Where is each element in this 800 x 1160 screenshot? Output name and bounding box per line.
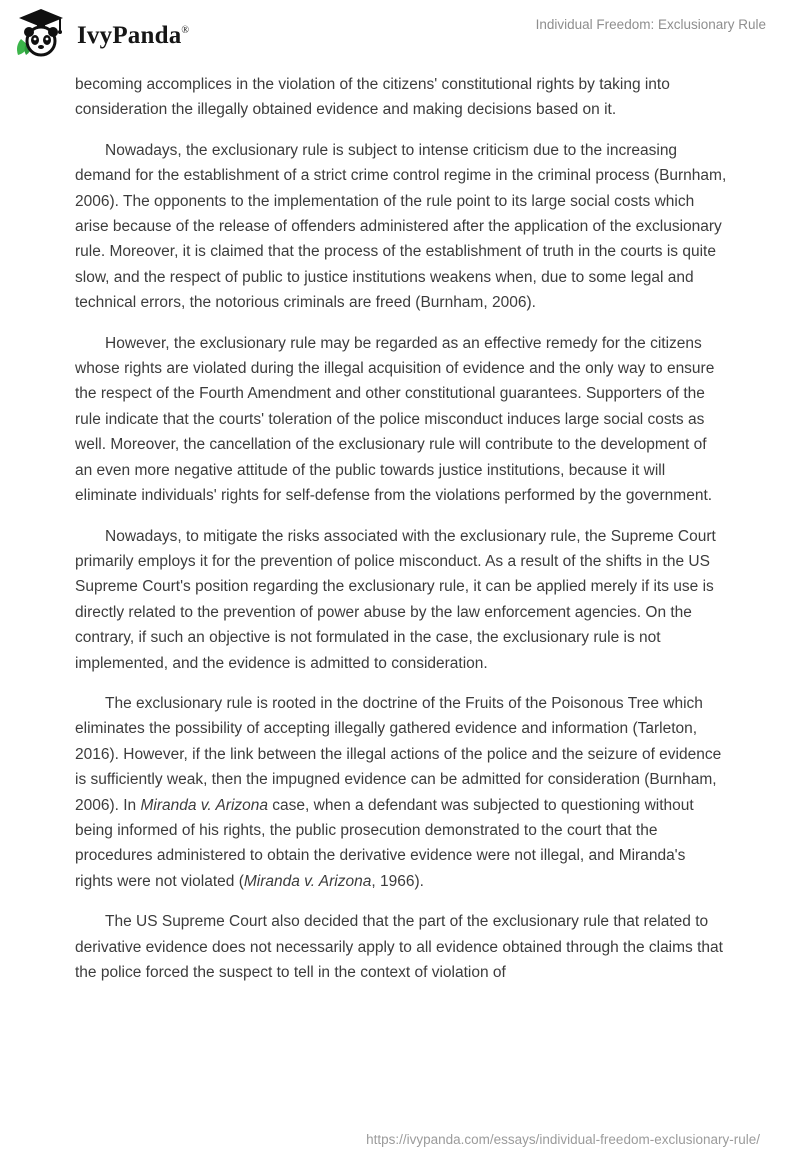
ivypanda-logo xyxy=(14,6,189,65)
italic-text: Miranda v. Arizona xyxy=(140,796,268,814)
text-run: case, when a defendant was subjected to questioning without being informed of his rights, the public prosecution demonstrated to the court that the procedures administered to obtain the derivative evidence were not illegal, and Miranda's rights were not violated ( xyxy=(75,796,694,890)
footer-source-url: https://ivypanda.com/essays/individual-freedom-exclusionary-rule/ xyxy=(366,1132,760,1147)
text-run: The US Supreme Court also decided that the part of the exclusionary rule that related to derivative evidence does not necessarily apply to all evidence obtained through the claims that the police forced the suspect to tell in the context of violation of xyxy=(75,913,723,981)
text-run: Nowadays, to mitigate the risks associated with the exclusionary rule, the Supreme Court primarily employs it for the prevention of police misconduct. As a result of the shifts in the US Supreme Court's position regarding the exclusionary rule, it can be applied merely if its use is directly related to the prevention of power abuse by the law enforcement agencies. On the contrary, if such an objective is not formulated in the case, the exclusionary rule is not implemented, and the evidence is admitted to consideration. xyxy=(75,527,716,672)
paragraph xyxy=(75,909,727,985)
text-run: becoming accomplices in the violation of the citizens' constitutional rights by taking into consideration the illegally obtained evidence and making decisions based on it. xyxy=(75,76,670,119)
paragraph xyxy=(75,138,727,316)
page-header xyxy=(0,0,800,66)
ivypanda-logo-icon xyxy=(14,6,68,65)
text-run: , 1966). xyxy=(371,872,424,890)
paragraph xyxy=(75,524,727,676)
document-title: Individual Freedom: Exclusionary Rule xyxy=(535,17,766,32)
text-run: The exclusionary rule is rooted in the doctrine of the Fruits of the Poisonous Tree which eliminates the possibility of accepting illegally gathered evidence and information (Tarleton, 2016). However, if the link between the illegal actions of the police and the seizure of evidence is sufficiently weak, then the impugned evidence can be admitted for consideration (Burnham, 2006). In xyxy=(75,694,722,814)
text-run: Nowadays, the exclusionary rule is subject to intense criticism due to the increasing demand for the establishment of a strict crime control regime in the criminal process (Burnham, 2006). The opponents to the implementation of the rule point to its large social costs which arise because of the release of offenders administered after the application of the exclusionary rule. Moreover, it is claimed that the process of the establishment of truth in the courts is quite slow, and the respect of public to justice institutions weakens when, due to some legal and technical errors, the notorious criminals are freed (Burnham, 2006). xyxy=(75,141,727,312)
paragraph xyxy=(75,72,727,123)
registered-mark: ® xyxy=(181,24,190,36)
paragraph xyxy=(75,691,727,894)
text-run: However, the exclusionary rule may be regarded as an effective remedy for the citizens whose rights are violated during the illegal acquisition of evidence and the only way to ensure the respect of the Fourth Amendment and other constitutional guarantees. Supporters of the rule indicate that the courts' toleration of the police misconduct induces large social costs as well. Moreover, the cancellation of the exclusionary rule will contribute to the development of an even more negative attitude of the public towards justice institutions, because it will eliminate individuals' rights for self-defense from the violations performed by the government. xyxy=(75,334,715,505)
paragraph xyxy=(75,331,727,509)
italic-text: Miranda v. Arizona xyxy=(243,872,372,890)
brand-name: IvyPanda® xyxy=(77,21,190,49)
essay-body xyxy=(75,72,727,1000)
